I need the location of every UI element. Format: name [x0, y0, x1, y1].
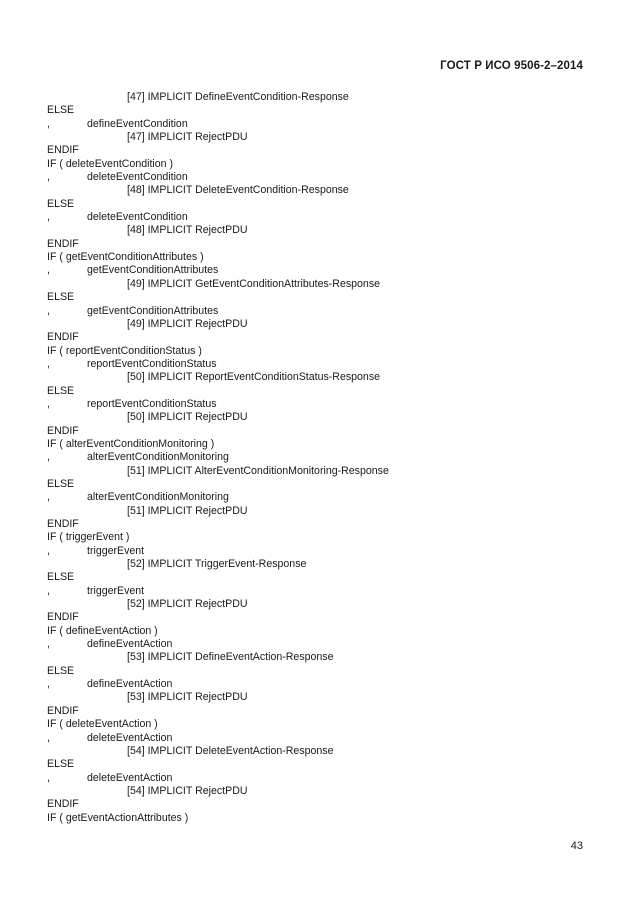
code-line	[47, 758, 590, 771]
comma-separator: ,	[47, 171, 50, 184]
code-text: IF ( getEventConditionAttributes )	[47, 251, 204, 264]
code-line	[47, 238, 590, 251]
code-line	[47, 425, 590, 438]
code-text: ENDIF	[47, 144, 79, 157]
code-line	[47, 91, 590, 104]
comma-separator: ,	[47, 584, 50, 597]
code-line	[47, 264, 590, 277]
code-text: reportEventConditionStatus	[87, 397, 217, 410]
comma-separator: ,	[47, 117, 50, 130]
comma-separator: ,	[47, 211, 50, 224]
comma-separator: ,	[47, 451, 50, 464]
code-text: deleteEventCondition	[87, 171, 188, 184]
code-text: [50] IMPLICIT RejectPDU	[127, 411, 248, 424]
code-line	[47, 531, 590, 544]
comma-separator: ,	[47, 771, 50, 784]
code-text: [52] IMPLICIT TriggerEvent-Response	[127, 558, 307, 571]
code-line	[47, 558, 590, 571]
code-text: ELSE	[47, 477, 75, 490]
code-line	[47, 598, 590, 611]
code-text: defineEventCondition	[87, 117, 188, 130]
comma-separator: ,	[47, 491, 50, 504]
code-text: ELSE	[47, 384, 75, 397]
code-line	[47, 638, 590, 651]
code-text: [53] IMPLICIT RejectPDU	[127, 691, 248, 704]
comma-separator: ,	[47, 304, 50, 317]
code-line	[47, 318, 590, 331]
code-text: ELSE	[47, 758, 75, 771]
comma-separator: ,	[47, 638, 50, 651]
code-text: [51] IMPLICIT AlterEventConditionMonitoring-Response	[127, 464, 389, 477]
comma-separator: ,	[47, 397, 50, 410]
code-line	[47, 211, 590, 224]
code-line	[47, 785, 590, 798]
code-text: IF ( deleteEventCondition )	[47, 157, 174, 170]
code-text: deleteEventCondition	[87, 211, 188, 224]
code-text: ELSE	[47, 104, 75, 117]
code-line	[47, 718, 590, 731]
code-line	[47, 691, 590, 704]
code-text: [49] IMPLICIT RejectPDU	[127, 317, 248, 330]
code-line	[47, 585, 590, 598]
code-line	[47, 278, 590, 291]
code-line	[47, 571, 590, 584]
code-line	[47, 438, 590, 451]
code-text: getEventConditionAttributes	[87, 304, 219, 317]
code-listing	[47, 91, 590, 825]
code-line	[47, 358, 590, 371]
code-line	[47, 224, 590, 237]
code-text: ENDIF	[47, 611, 79, 624]
code-text: defineEventAction	[87, 678, 173, 691]
code-line	[47, 171, 590, 184]
code-text: [48] IMPLICIT DeleteEventCondition-Response	[127, 184, 349, 197]
code-text: [47] IMPLICIT DefineEventCondition-Response	[127, 91, 349, 103]
code-line	[47, 505, 590, 518]
code-line	[47, 491, 590, 504]
comma-separator: ,	[47, 264, 50, 277]
code-text: ENDIF	[47, 237, 79, 250]
code-line	[47, 305, 590, 318]
page-number: 43	[570, 840, 583, 852]
code-line	[47, 184, 590, 197]
code-text: [51] IMPLICIT RejectPDU	[127, 504, 248, 517]
code-line	[47, 812, 590, 825]
comma-separator: ,	[47, 678, 50, 691]
code-text: ENDIF	[47, 704, 79, 717]
code-text: ELSE	[47, 571, 75, 584]
code-text: triggerEvent	[87, 544, 145, 557]
code-line	[47, 545, 590, 558]
code-line	[47, 611, 590, 624]
code-text: [48] IMPLICIT RejectPDU	[127, 224, 248, 237]
code-text: ENDIF	[47, 518, 79, 530]
code-line	[47, 518, 590, 531]
code-text: getEventConditionAttributes	[87, 264, 219, 277]
code-text: [53] IMPLICIT DefineEventAction-Response	[127, 651, 334, 664]
code-text: [54] IMPLICIT DeleteEventAction-Response	[127, 744, 334, 757]
code-text: IF ( alterEventConditionMonitoring )	[47, 437, 215, 450]
code-text: ELSE	[47, 664, 75, 677]
code-text: ENDIF	[47, 331, 79, 344]
code-line	[47, 331, 590, 344]
document-header: ГОСТ Р ИСО 9506-2–2014	[440, 60, 583, 72]
code-text: deleteEventAction	[87, 731, 173, 744]
code-line	[47, 198, 590, 211]
code-line	[47, 291, 590, 304]
code-text: defineEventAction	[87, 638, 173, 651]
code-text: IF ( deleteEventAction )	[47, 718, 158, 731]
code-line	[47, 798, 590, 811]
code-line	[47, 665, 590, 678]
code-line	[47, 398, 590, 411]
code-line	[47, 345, 590, 358]
code-text: deleteEventAction	[87, 771, 173, 784]
code-line	[47, 732, 590, 745]
code-text: alterEventConditionMonitoring	[87, 491, 229, 504]
code-text: triggerEvent	[87, 584, 145, 597]
comma-separator: ,	[47, 544, 50, 557]
code-text: [52] IMPLICIT RejectPDU	[127, 598, 248, 611]
code-line	[47, 158, 590, 171]
code-line	[47, 411, 590, 424]
code-text: IF ( reportEventConditionStatus )	[47, 344, 202, 357]
code-line	[47, 451, 590, 464]
code-text: [47] IMPLICIT RejectPDU	[127, 131, 248, 144]
code-line	[47, 772, 590, 785]
code-line	[47, 118, 590, 131]
comma-separator: ,	[47, 731, 50, 744]
code-text: ENDIF	[47, 798, 79, 811]
code-line	[47, 678, 590, 691]
code-text: [49] IMPLICIT GetEventConditionAttributes-Response	[127, 277, 381, 290]
code-line	[47, 131, 590, 144]
code-line	[47, 705, 590, 718]
code-line	[47, 625, 590, 638]
comma-separator: ,	[47, 357, 50, 370]
code-line	[47, 465, 590, 478]
code-line	[47, 651, 590, 664]
code-line	[47, 144, 590, 157]
code-text: ENDIF	[47, 424, 79, 437]
code-line	[47, 385, 590, 398]
code-text: ELSE	[47, 197, 75, 210]
code-line	[47, 104, 590, 117]
code-line	[47, 371, 590, 384]
code-text: [54] IMPLICIT RejectPDU	[127, 784, 248, 797]
code-line	[47, 745, 590, 758]
code-text: IF ( triggerEvent )	[47, 531, 130, 544]
code-text: alterEventConditionMonitoring	[87, 451, 229, 464]
code-text: [50] IMPLICIT ReportEventConditionStatus-Response	[127, 371, 381, 384]
code-text: IF ( defineEventAction )	[47, 624, 158, 637]
code-line	[47, 478, 590, 491]
code-text: IF ( getEventActionAttributes )	[47, 811, 189, 824]
code-text: reportEventConditionStatus	[87, 357, 217, 370]
code-line	[47, 251, 590, 264]
code-text: ELSE	[47, 291, 75, 304]
